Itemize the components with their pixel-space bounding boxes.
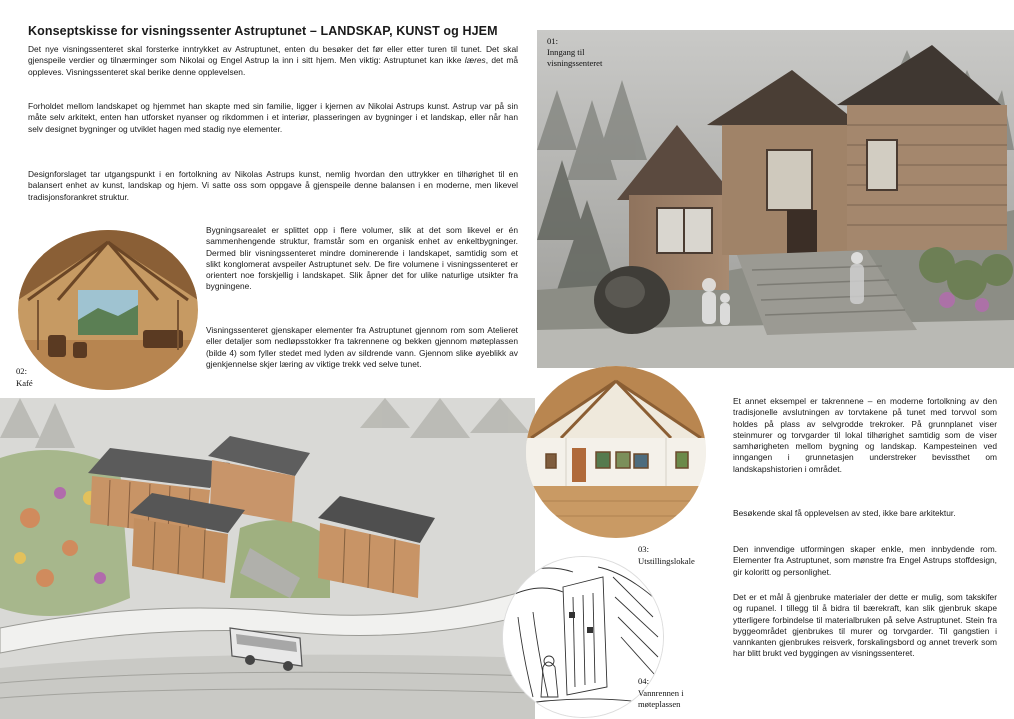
intro-paragraph: Det nye visningssenteret skal forsterke inntrykket av Astruptunet, enten du besøker det før eller etter turen til tunet. Det skal gjenspeile verdier og tilnærminger som Nikolai og Engel Astrup la inn i sitt hjem. Men viktig: Astruptunet kan ikke læres, det må oppleves. Visningssenteret skal berike denne opplevelsen. [28, 44, 518, 77]
interior-paragraph: Den innvendige utformingen skaper enkle, men innbydende rom. Elementer fra Astruptunet, som mønstre fra Engel Astrups stoffdesign, gir koloritt og personlighet. [733, 544, 997, 577]
entrance-rendering-image [537, 30, 1014, 368]
landscape-paragraph: Forholdet mellom landskapet og hjemmet han skapte med sin familie, ligger i kjernen av Nikolai Astrups kunst. Astrup var på sin måte selv arkitekt, enten han utforsket nyanser og rikdommen i et interiør, plasseringen av bygninger i et landskap, eller når han selv designet bygninger og utviklet hagen med stadig nye elementer. [28, 101, 518, 134]
place-paragraph: Besøkende skal få opplevelsen av sted, ikke bare arkitektur. [733, 508, 956, 518]
caption-4-text: Vannrennen i møteplassen [638, 688, 684, 709]
volumes-paragraph: Bygningsarealet er splittet opp i flere volumer, slik at det som likevel er én sammenhengende struktur, framstår som en organisk enhet av enkeltbygninger. Dermed blir visningssenteret mindre dominerende i landskapet, samtidig som et slikt konglomerat avspeiler Astruptunet selv. De fire volumene i visningssenteret er orientert noe forskjellig i landskapet. Slik åpner det for ulike naturlige utsikter fra bygningene. [206, 225, 518, 292]
cafe-interior-image [18, 230, 198, 390]
design-paragraph: Designforslaget tar utgangspunkt i en fortolkning av Nikolas Astrups kunst, nemlig hvordan den uttrykker en tilhørighet til en balansert enhet av kunst, landskap og hjem. Vi satte oss som oppgave å gjenspeile denne balansen i en moderne, men likevel tradisjonsforankret struktur. [28, 169, 518, 202]
recreation-paragraph: Visningssenteret gjenskaper elementer fra Astruptunet gjennom rom som Atelieret eller detaljer som nedløpsstokker fra takrennene og bekken gjennom møteplassen (bilde 4) som fyller stedet med lyden av sildrende vann. Gjennom slike øyeblikk av gjenkjennelse skjer læring av viktige trekk ved selve tunet. [206, 325, 518, 369]
caption-2-text: Kafé [16, 378, 33, 388]
page-title: Konseptskisse for visningssenter Astruptunet – LANDSKAP, KUNST og HJEM [28, 24, 498, 38]
caption-4-number: 04: [638, 676, 649, 686]
caption-1-text: Inngang til visningssenteret [547, 47, 603, 68]
caption-3-number: 03: [638, 544, 649, 554]
exhibition-room-image [526, 366, 706, 538]
caption-2-number: 02: [16, 366, 27, 376]
caption-1-number: 01: [547, 36, 558, 46]
gutter-paragraph: Et annet eksempel er takrennene – en moderne fortolkning av den tradisjonelle avslutningen av torvtakene på tunet med torvvol som holdes på plass av selvgrodde trekroker. På grunnplanet viser steinmurer og torvgarder til lokal tilhørighet samtidig som de viser samhørigheten mellom bygning og landskap. Kampesteinen ved inngangen i grunnetasjen understreker bevissthet om landskapshistorien i området. [733, 396, 997, 474]
reuse-paragraph: Det er et mål å gjenbruke materialer der dette er mulig, som takskifer og rupanel. I tillegg til å bidra til bærekraft, kan slik gjenbruk skape ytterligere forbindelse til materialbruken på selve Astruptunet. Stein fra byggeområdet gjenbrukes til murer og torvgarder. Til gangstien i vannkanten gjenbrukes reisverk, forskalingsbord og annet treverk som har blitt brukt ved byggingen av visningssenteret. [733, 592, 997, 659]
aerial-site-image [0, 398, 535, 719]
caption-3-text: Utstillingslokale [638, 556, 695, 566]
